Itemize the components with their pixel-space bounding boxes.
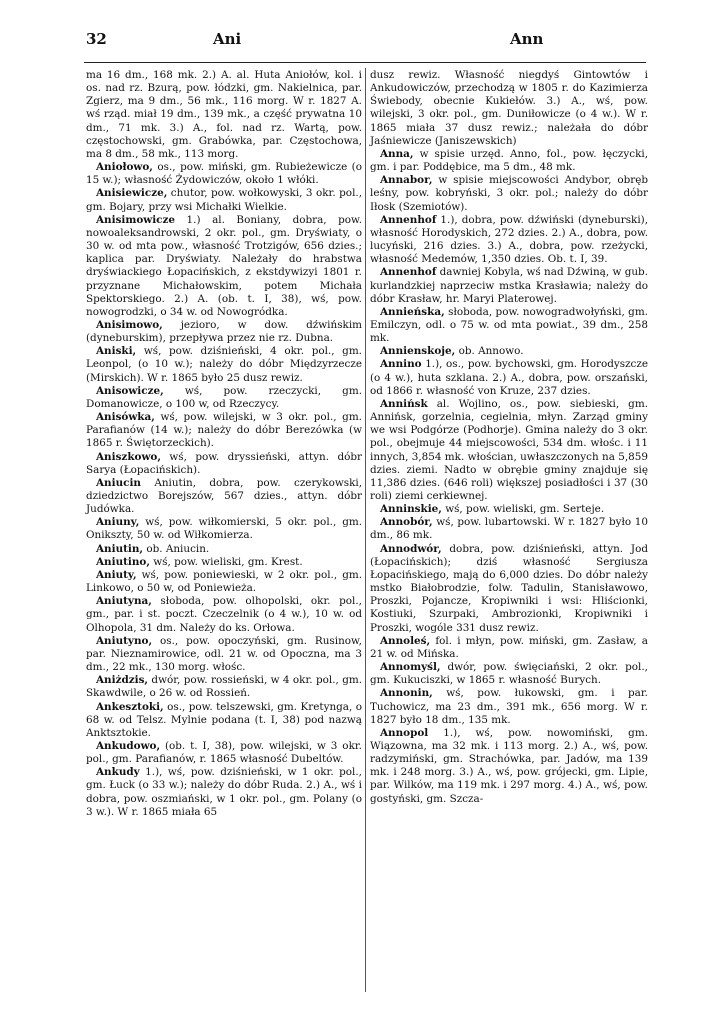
entry-headword: Ankudy [96,766,140,779]
entry-text: wś, pow. poniewieski, w 2 okr. pol., gm. Linkowo, o 50 w, od Poniewieża. [86,568,362,595]
entry-text: 1.), wś, pow. dziśnieński, w 1 okr. pol., gm. Łuck (o 33 w.); należy do dóbr Ruda. 2.) A., wś i dobra, pow. oszmiański, w 1 okr. pol., gm. Polany (o 3 w.). W r. 1865 miała 65 [86,766,362,818]
entry-text: słoboda, pow. nowogradwołyński, gm. Emilczyn, odl. o 75 w. od mta powiat., 39 dm., 258 mk. [370,305,648,345]
dictionary-entry [370,635,648,661]
page-header [0,30,720,52]
dictionary-entry [370,214,648,267]
entry-text: os., pow. opoczyński, gm. Rusinow, par. Nieznamirowice, odl. 21 w. od Opoczna, ma 3 dm., 22 mk., 130 morg. włośc. [86,634,362,674]
dictionary-entry [370,727,648,806]
dictionary-entry [86,543,362,556]
dictionary-entry [86,740,362,766]
dictionary-entry [86,214,362,319]
dictionary-entry [370,69,648,148]
entry-headword: Annabor, [380,174,433,187]
entry-text: wś, pow. wiłkomierski, 5 okr. pol., gm. Onikszty, 50 w. od Wiłkomierza. [86,516,362,542]
entry-headword: Anisimowo, [96,318,163,331]
dictionary-entry [370,306,648,345]
entry-headword: Aniuny, [96,516,140,529]
entry-text: wś, pow. łukowski, gm. i par. Tuchowicz, ma 23 dm., 391 mk., 656 morg. W r. 1827 było 18 dm., 135 mk. [370,687,648,726]
left-column [86,69,362,819]
entry-headword: Ankesztoki, [96,700,164,713]
right-running-head: Ann [510,30,544,48]
entry-headword: Aniszkowo, [96,450,161,463]
entry-text: wś, pow. wieliski, gm. Serteje. [441,503,605,516]
entry-headword: Annienskoje, [380,345,456,358]
dictionary-entry [370,266,648,305]
right-column [370,69,648,806]
entry-headword: Anna, [380,147,414,160]
entry-text: ma 16 dm., 168 mk. 2.) A. al. Huta Aniołów, kol. i os. nad rz. Bzurą, pow. łódzki, gm. Nakielnica, par. Zgierz, ma 9 dm., 56 mk., 116 morg. W r. 1827 A. wś rząd. miał 19 dm., 139 mk., a część prywatna 10 dm., 71 mk. 3.) A., fol. nad rz. Wartą, pow. częstochowski, gm. Grabówka, par. Częstochowa, ma 8 dm., 58 mk., 113 morg. [86,69,362,160]
entry-headword: Annobór, [380,516,433,529]
dictionary-entry [86,556,362,569]
entry-text: 1.), os., pow. bychowski, gm. Horodyszcze (o 4 w.), huta szklana. 2.) A., dobra, pow. orszański, od 1866 r. własność von Kruze, 237 dzies. [370,358,648,397]
entry-text: 1.), wś, pow. nowomiński, gm. Wiązowna, ma 32 mk. i 113 morg. 2.) A., wś, pow. radzymiński, gm. Strachówka, par. Jadów, ma 139 mk. i 248 morg. 3.) A., wś, pow. grójecki, gm. Lipie, par. Wilków, ma 119 mk. i 297 morg. 4.) A., wś, pow. gostyński, gm. Szcza- [370,726,648,805]
entry-text: (ob. t. I, 38), pow. wilejski, w 3 okr. pol., gm. Parafianów, r. 1865 własność Dubeltów. [86,739,362,766]
entry-text: os., pow. miński, gm. Rubieżewicze (o 15 w.); własność Żydowiczów, około 1 włóki. [86,161,362,187]
dictionary-entry [86,69,362,161]
dictionary-entry [86,345,362,384]
entry-text: os., pow. telszewski, gm. Kretynga, o 68 w. od Telsz. Mylnie podana (t. I, 38) pod nazwą Anktsztokie. [86,700,362,739]
dictionary-entry [86,385,362,411]
entry-headword: Anisówka, [96,411,155,424]
entry-text: słoboda, pow. olhopolski, okr. pol., gm., par. i st. poczt. Czeczelnik (o 4 w.), 10 w. od Olhopola, 31 dm. Należy do ks. Orłowa. [86,595,362,634]
entry-headword: Annenhof [380,266,437,279]
entry-text: w spisie miejscowości Andybor, obręb leśny, pow. kobryński, 3 okr. pol.; należy do dóbr Iłosk (Szemiotów). [370,174,648,213]
dictionary-entry [370,661,648,687]
dictionary-entry [86,569,362,595]
dictionary-entry [86,319,362,345]
header-rule [84,62,646,63]
entry-text: Aniutin, dobra, pow. czerykowski, dziedzictwo Borejszów, 567 dzies., attyn. dóbr Judówka. [86,476,362,516]
entry-headword: Annopol [380,726,429,739]
entry-text: chutor, pow. wołkowyski, 3 okr. pol., gm. Bojary, przy wsi Michałki Wielkie. [86,187,362,213]
dictionary-entry [370,503,648,516]
entry-headword: Annino [380,358,422,371]
dictionary-entry [86,635,362,674]
entry-text: dwór, pow. święciański, 2 okr. pol., gm. Kukuciszki, w 1865 r. własność Burych. [370,661,648,687]
dictionary-entry [86,477,362,516]
dictionary-entry [86,161,362,187]
dictionary-entry [86,516,362,542]
entry-headword: Annomyśl, [380,661,441,674]
entry-text: dusz rewiz. Własność niegdyś Gintowtów i Ankudowiczów, przechodzą w 1805 r. do Kazimierza Świebody, obecnie Kukiełów. 3.) A., wś, pow. wilejski, 3 okr. pol., gm. Duniłowicze (o 4 w.). W r. 1865 miała 37 dusz rewiz.; należała do dóbr Jaśniewicze (Janiszewskich) [370,69,648,147]
entry-text: wś, pow. wilejski, w 3 okr. pol., gm. Parafianów (14 w.); należy do dóbr Berezówka (w 1865 r. Świętorzeckich). [86,411,362,450]
entry-text: jezioro, w dow. dźwińskim (dyneburskim), przepływa przez nie rz. Dubna. [86,318,362,345]
entry-text: wś, pow. wieliski, gm. Krest. [149,555,303,568]
dictionary-entry [86,766,362,819]
entry-headword: Aniuty, [96,568,137,581]
dictionary-entry [86,674,362,700]
dictionary-entry [370,358,648,397]
entry-headword: Aniutino, [96,555,150,568]
dictionary-entry [86,187,362,213]
dictionary-entry [370,148,648,174]
entry-headword: Anisimowicze [96,213,176,226]
entry-text: ob. Annowo. [455,345,524,358]
dictionary-entry [86,411,362,450]
entry-headword: Annenhof [380,213,437,226]
entry-text: wś, pow. dziśnieński, 4 okr. pol., gm. Leonpol, (o 10 w.); należy do dóbr Międzyrzecze (Mirskich). W r. 1865 było 25 dusz rewiz. [86,345,362,384]
entry-headword: Annińsk [380,397,428,410]
entry-text: dawniej Kobyla, wś nad Dźwiną, w gub. kurlandzkiej naprzeciw mstka Krasławia; należy do dóbr Krasław, hr. Maryi Platerowej. [370,266,648,305]
dictionary-entry [370,516,648,542]
entry-headword: Aniutin, [96,542,144,555]
entry-headword: Annodwór, [380,542,442,555]
entry-headword: Annoleś, [380,634,431,647]
entry-text: 1.) al. Boniany, dobra, pow. nowoaleksandrowski, 2 okr. pol., gm. Dryświaty, o 30 w. od mta pow., własność Trotzigów, 656 dzies.; kaplica par. Dryświaty. Należały do hrabstwa dryświackiego Łopacińskich, z ekstdywizyi 1801 r. przyznane Michałowskim, potem Michała Spektorskiego. 2.) A. (ob. t. I, 38), wś, pow. nowogrodzki, o 34 w. od Nowogródka. [86,213,362,318]
entry-headword: Anninskie, [380,503,442,516]
entry-headword: Aniołowo, [96,161,153,174]
entry-text: 1.), dobra, pow. dźwiński (dyneburski), własność Horodyskich, 272 dzies. 2.) A., dobra, pow. lucyński, 216 dzies. 3.) A., dobra, pow. rzeżycki, własność Medemów, 1,350 dzies. Ob. t. I, 39. [370,213,648,266]
entry-text: al. Wojlino, os., pow. siebieski, gm. Annińsk, gorzelnia, cegielnia, młyn. Zarząd gminy we wsi Podgórze (Podhorje). Gmina należy do 3 okr. pol., obejmuje 44 miejscowości, 534 dm. włośc. i 11 innych, 3,854 mk. włościan, uwłaszczonych na 5,859 dzies. ziemi. Nadto w obrębie gminy znajduje się 11,386 dzies. (646 roli) większej posiadłości i 37 (30 roli) ziemi cerkiewnej. [370,397,648,502]
dictionary-entry [370,687,648,726]
left-running-head: Ani [213,30,242,48]
entry-headword: Aniutyna, [96,595,152,608]
column-divider [365,68,366,992]
dictionary-entry [86,451,362,477]
entry-text: w spisie urzęd. Anno, fol., pow. łęczycki, gm. i par. Poddębice, ma 5 dm., 48 mk. [370,147,648,174]
entry-text: ob. Aniucin. [143,542,210,555]
page-number: 32 [86,30,107,48]
entry-headword: Annieńska, [380,305,445,318]
entry-text: fol. i młyn, pow. miński, gm. Zasław, a 21 w. od Mińska. [370,634,648,660]
dictionary-entry [370,543,648,635]
entry-text: wś, pow. lubartowski. W r. 1827 było 10 dm., 86 mk. [370,516,648,542]
entry-headword: Ankudowo, [96,739,161,752]
dictionary-entry [370,345,648,358]
entry-text: dwór, pow. rossieński, w 4 okr. pol., gm. Skawdwile, o 26 w. od Rossień. [86,674,362,700]
entry-headword: Aniżdzis, [96,674,149,687]
entry-text: dobra, pow. dziśnieński, attyn. Jod (Łopacińskich); dziś własność Sergiusza Łopacińskiego, mają do 6,000 dzies. Do dóbr należy mstko Białobrodzie, folw. Tadulin, Stanisławowo, Proszki, Pojancze, Kropiwniki i wsi: Hliścionki, Kostiuki, Szurpaki, Ambrozionki, Kropiwniki i Proszki, wogóle 331 dusz rewiz. [370,542,648,634]
entry-headword: Aniski, [96,345,137,358]
entry-text: wś, pow. rzeczycki, gm. Domanowicze, o 100 w, od Rzeczycy. [86,384,362,410]
entry-headword: Aniucin [96,476,141,489]
entry-headword: Aniutyno, [96,634,153,647]
dictionary-entry [86,595,362,634]
entry-headword: Anisiewicze, [96,187,168,200]
entry-text: wś, pow. dryssieński, attyn. dóbr Sarya (Łopacińskich). [86,450,362,476]
dictionary-entry [370,174,648,213]
entry-headword: Annonin, [380,687,433,700]
dictionary-entry [370,398,648,503]
dictionary-entry [86,701,362,740]
entry-headword: Anisowicze, [96,384,164,397]
